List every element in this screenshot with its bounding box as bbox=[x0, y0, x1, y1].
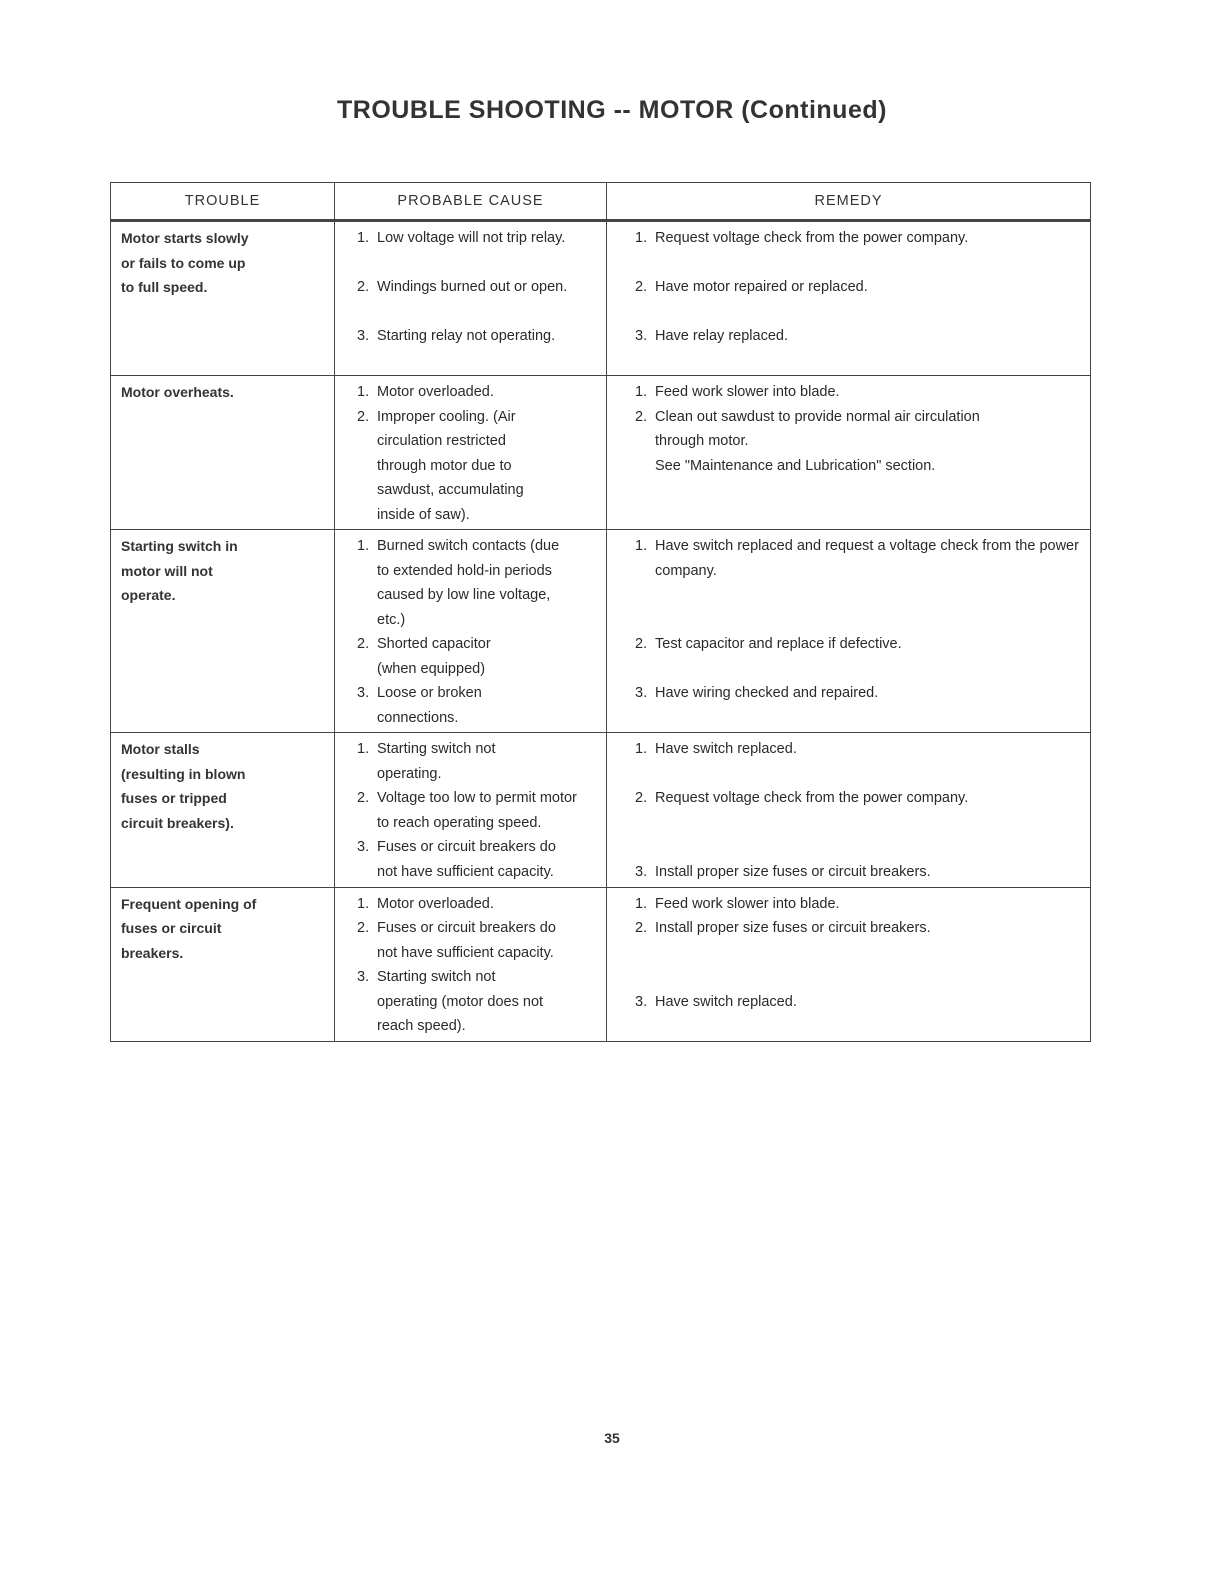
item-number: 3. bbox=[357, 685, 370, 701]
cause-item bbox=[357, 965, 598, 1039]
trouble-cell bbox=[111, 733, 335, 888]
item-number bbox=[635, 454, 655, 479]
item-text: Have wiring checked and repaired. bbox=[655, 685, 879, 701]
cause-item bbox=[357, 632, 598, 681]
cause-item bbox=[357, 534, 598, 632]
trouble-text: Motor stalls (resulting in blown fuses or tripped circuit breakers). bbox=[121, 741, 246, 831]
item-text: Feed work slower into blade. bbox=[655, 895, 840, 912]
item-number: 3. bbox=[357, 328, 370, 344]
item-number: 1. bbox=[357, 384, 370, 400]
trouble-text: Frequent opening of fuses or circuit breakers. bbox=[121, 895, 257, 961]
cause-cell bbox=[335, 221, 607, 376]
cause-item bbox=[357, 405, 598, 528]
item-text: Burned switch contacts (due to extended hold-in periods caused by low line voltage, etc.) bbox=[377, 538, 560, 628]
cause-item bbox=[357, 835, 598, 884]
item-number: 3. bbox=[635, 864, 648, 880]
item-text: Loose or broken connections. bbox=[377, 685, 482, 726]
remedy-cell bbox=[607, 733, 1091, 888]
item-number: 3. bbox=[635, 994, 648, 1010]
trouble-cell bbox=[111, 376, 335, 530]
trouble-text: Motor starts slowly or fails to come up to full speed. bbox=[121, 230, 249, 295]
item-text: Fuses or circuit breakers do not have sufficient capacity. bbox=[377, 920, 556, 961]
table-header-row bbox=[111, 183, 1091, 221]
item-text: Improper cooling. (Air circulation restricted through motor due to sawdust, accumulating inside of saw). bbox=[377, 408, 524, 523]
item-text: Have motor repaired or replaced. bbox=[655, 279, 868, 295]
remedy-cell bbox=[607, 221, 1091, 376]
item-number: 1. bbox=[357, 741, 370, 757]
item-text: Install proper size fuses or circuit breakers. bbox=[655, 864, 931, 880]
remedy-item bbox=[635, 324, 1082, 373]
item-number: 2. bbox=[635, 636, 648, 652]
remedy-item bbox=[635, 405, 1082, 454]
trouble-cell bbox=[111, 530, 335, 733]
cause-item bbox=[357, 737, 598, 786]
item-number: 2. bbox=[357, 279, 370, 295]
item-text: Install proper size fuses or circuit breakers. bbox=[655, 920, 931, 936]
table-row bbox=[111, 376, 1091, 530]
remedy-item bbox=[635, 226, 1082, 275]
page-title: TROUBLE SHOOTING -- MOTOR (Continued) bbox=[337, 96, 887, 124]
item-text: Starting relay not operating. bbox=[377, 328, 556, 344]
item-text: See "Maintenance and Lubrication" section. bbox=[655, 457, 936, 474]
header-trouble: TROUBLE bbox=[111, 183, 335, 221]
item-number: 1. bbox=[357, 230, 370, 246]
header-probable-cause: PROBABLE CAUSE bbox=[335, 183, 607, 221]
item-text: Starting switch not operating. bbox=[377, 741, 496, 782]
cause-item bbox=[357, 324, 598, 373]
remedy-item bbox=[635, 534, 1082, 632]
item-text: Test capacitor and replace if defective. bbox=[655, 636, 902, 652]
item-text: Low voltage will not trip relay. bbox=[377, 230, 566, 246]
item-number: 2. bbox=[635, 920, 648, 936]
cause-item bbox=[357, 226, 598, 275]
cause-item bbox=[357, 786, 598, 835]
item-number: 1. bbox=[635, 230, 648, 246]
item-number: 3. bbox=[357, 969, 370, 985]
item-number: 1. bbox=[635, 538, 648, 554]
cause-cell bbox=[335, 376, 607, 530]
item-text: Have switch replaced. bbox=[655, 994, 797, 1010]
remedy-item bbox=[635, 990, 1082, 1015]
item-text: Have switch replaced and request a voltage check from the power company. bbox=[655, 538, 1079, 579]
item-text: Request voltage check from the power company. bbox=[655, 230, 969, 246]
table-row bbox=[111, 221, 1091, 376]
item-text: Have switch replaced. bbox=[655, 741, 797, 757]
item-text: Fuses or circuit breakers do not have sufficient capacity. bbox=[377, 839, 556, 880]
item-number: 2. bbox=[635, 790, 648, 806]
trouble-cell bbox=[111, 221, 335, 376]
remedy-cell bbox=[607, 376, 1091, 530]
table-row bbox=[111, 887, 1091, 1041]
item-text: Windings burned out or open. bbox=[377, 279, 568, 295]
remedy-item bbox=[635, 916, 1082, 990]
table-row bbox=[111, 530, 1091, 733]
item-number: 3. bbox=[635, 685, 648, 701]
item-text: Voltage too low to permit motor to reach operating speed. bbox=[377, 790, 577, 831]
item-text: Have relay replaced. bbox=[655, 328, 788, 344]
item-text: Motor overloaded. bbox=[377, 895, 494, 912]
header-remedy: REMEDY bbox=[607, 183, 1091, 221]
cause-cell bbox=[335, 887, 607, 1041]
item-text: Shorted capacitor (when equipped) bbox=[377, 636, 491, 677]
cause-item bbox=[357, 916, 598, 965]
item-text: Starting switch not operating (motor does not reach speed). bbox=[377, 969, 544, 1034]
remedy-cell bbox=[607, 530, 1091, 733]
cause-cell bbox=[335, 530, 607, 733]
remedy-item bbox=[635, 275, 1082, 324]
item-number: 2. bbox=[357, 920, 370, 936]
cause-item bbox=[357, 275, 598, 324]
item-text: Feed work slower into blade. bbox=[655, 384, 840, 400]
remedy-item bbox=[635, 786, 1082, 860]
trouble-cell bbox=[111, 887, 335, 1041]
troubleshooting-table bbox=[110, 182, 1091, 1042]
item-number: 1. bbox=[357, 538, 370, 554]
cause-cell bbox=[335, 733, 607, 888]
remedy-item bbox=[635, 454, 1082, 479]
item-number: 2. bbox=[635, 408, 648, 425]
item-text: Request voltage check from the power company. bbox=[655, 790, 969, 806]
item-text: Clean out sawdust to provide normal air circulation through motor. bbox=[655, 408, 980, 449]
remedy-item bbox=[635, 380, 1082, 405]
item-number: 1. bbox=[635, 895, 648, 912]
item-number: 3. bbox=[635, 328, 648, 344]
cause-item bbox=[357, 380, 598, 405]
item-number: 2. bbox=[357, 790, 370, 806]
table-row bbox=[111, 733, 1091, 888]
trouble-text: Motor overheats. bbox=[121, 384, 234, 400]
page-number: 35 bbox=[604, 1430, 620, 1446]
remedy-item bbox=[635, 681, 1082, 706]
item-number: 2. bbox=[357, 408, 370, 425]
item-number: 2. bbox=[357, 636, 370, 652]
item-number: 3. bbox=[357, 839, 370, 855]
remedy-item bbox=[635, 860, 1082, 885]
remedy-cell bbox=[607, 887, 1091, 1041]
remedy-item bbox=[635, 737, 1082, 786]
remedy-item bbox=[635, 632, 1082, 681]
item-number: 1. bbox=[635, 741, 648, 757]
cause-item bbox=[357, 892, 598, 917]
item-number: 2. bbox=[635, 279, 648, 295]
item-number: 1. bbox=[635, 384, 648, 400]
item-number: 1. bbox=[357, 895, 370, 912]
remedy-item bbox=[635, 892, 1082, 917]
trouble-text: Starting switch in motor will not operate. bbox=[121, 538, 238, 603]
item-text: Motor overloaded. bbox=[377, 384, 494, 400]
cause-item bbox=[357, 681, 598, 730]
